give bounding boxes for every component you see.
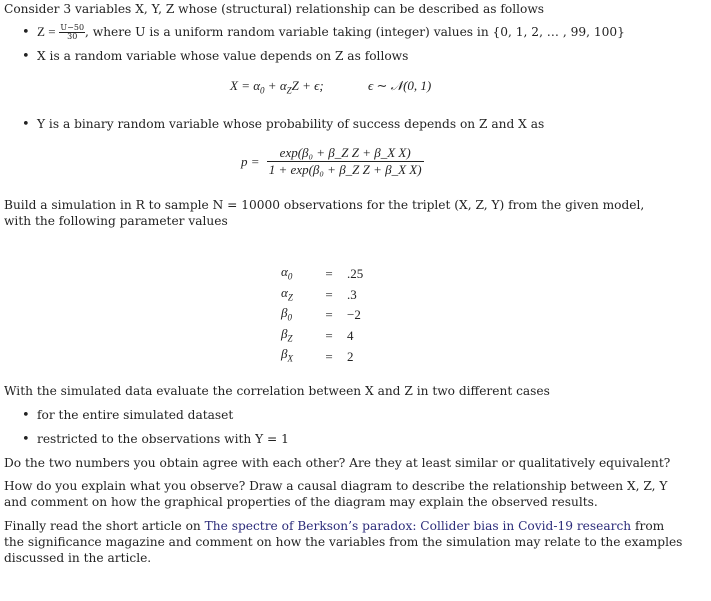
parameter-symbol-letter: α xyxy=(281,284,288,300)
case-entire-text: for the entire simulated dataset xyxy=(37,408,234,422)
question-agree xyxy=(4,455,670,471)
z-fraction-numerator: U−50 xyxy=(60,23,85,32)
eq-p-lhs: p = xyxy=(241,153,260,169)
finally-text-pre: Finally read the short article on xyxy=(4,519,205,533)
eq-x-rhs: Z + ϵ; xyxy=(291,78,324,93)
case-entire xyxy=(37,407,233,423)
finally-text-2: the significance magazine and comment on how the variables from the simulation may relate to the examples xyxy=(4,535,683,549)
eq-p-fraction xyxy=(267,145,424,178)
parameter-symbol-letter: β xyxy=(281,325,288,341)
parameter-value: −2 xyxy=(347,307,361,323)
parameter-value: 4 xyxy=(347,328,354,344)
bullet-dot: • xyxy=(22,432,30,447)
evaluate-text: With the simulated data evaluate the correlation between X and Z in two different cases xyxy=(4,384,550,398)
eq-x-sub0: 0 xyxy=(260,85,265,96)
parameter-symbol xyxy=(281,285,311,306)
bullet-dot: • xyxy=(22,408,30,423)
parameter-table-body xyxy=(281,264,387,367)
bullet-x-definition xyxy=(37,48,408,64)
parameter-row xyxy=(281,346,387,367)
intro-text: Consider 3 variables X, Y, Z whose (structural) relationship can be described as follows xyxy=(4,2,545,16)
finally-line2 xyxy=(4,534,682,550)
eq-p-numerator: exp(β₀ + β_Z Z + β_X X) xyxy=(267,145,424,162)
eq-noise-text: ϵ ∼ 𝒩(0, 1) xyxy=(368,78,432,93)
finally-line3 xyxy=(4,550,151,566)
parameter-value: 2 xyxy=(347,348,354,364)
parameter-equals: = xyxy=(325,266,333,282)
equation-x xyxy=(230,78,324,99)
parameter-symbol-subscript: 0 xyxy=(287,271,293,282)
parameter-symbol-letter: β xyxy=(281,346,288,362)
finally-text-3: discussed in the article. xyxy=(4,551,152,565)
eq-p-denominator: 1 + exp(β₀ + β_Z Z + β_X X) xyxy=(268,162,422,177)
parameter-row xyxy=(281,285,387,306)
finally-text-post: from xyxy=(631,519,665,533)
question-explain-text-1: How do you explain what you observe? Draw a causal diagram to describe the relationship between X, Z, Y xyxy=(4,479,668,493)
parameter-equals: = xyxy=(325,307,333,323)
eq-x-subz: Z xyxy=(286,85,292,96)
parameter-symbol xyxy=(281,346,311,367)
build-paragraph-line1 xyxy=(4,197,644,213)
parameter-table xyxy=(281,264,387,367)
parameter-symbol-subscript: X xyxy=(287,353,293,364)
parameter-equals: = xyxy=(325,348,333,364)
parameter-symbol-subscript: Z xyxy=(287,333,293,344)
parameter-symbol-letter: α xyxy=(281,264,288,279)
article-link[interactable]: The spectre of Berkson’s paradox: Collider bias in Covid-19 research xyxy=(204,519,632,533)
parameter-value: .3 xyxy=(347,286,357,302)
question-explain-line1 xyxy=(4,478,667,494)
parameter-symbol xyxy=(281,305,311,326)
y-description: Y is a binary random variable whose probability of success depends on Z and X as xyxy=(37,117,545,131)
case-restricted-text: restricted to the observations with Y = 1 xyxy=(37,432,289,446)
bullet-dot: • xyxy=(22,49,30,64)
evaluate-paragraph xyxy=(4,383,550,399)
case-restricted xyxy=(37,431,289,447)
equation-noise xyxy=(368,78,431,94)
parameter-symbol-letter: β xyxy=(281,305,288,321)
parameter-row xyxy=(281,264,387,285)
bullet-dot: • xyxy=(22,117,30,132)
build-paragraph-line2 xyxy=(4,213,228,229)
parameter-symbol xyxy=(281,264,311,285)
z-description: , where U is a uniform random variable taking (integer) values in {0, 1, 2, … , 99, 100} xyxy=(85,25,625,39)
parameter-symbol-subscript: 0 xyxy=(287,312,292,323)
question-explain-text-2: and comment on how the graphical properties of the diagram may explain the observed results. xyxy=(4,495,598,509)
parameter-row xyxy=(281,326,387,347)
parameter-symbol xyxy=(281,326,311,347)
equation-p xyxy=(241,145,424,178)
parameter-equals: = xyxy=(325,286,333,302)
finally-line1 xyxy=(4,518,664,534)
parameter-value: .25 xyxy=(347,266,364,282)
parameter-equals: = xyxy=(325,328,333,344)
eq-x-mid: + α xyxy=(264,78,287,93)
bullet-z-definition xyxy=(37,24,625,41)
intro-paragraph xyxy=(4,1,544,17)
z-fraction-denominator: 30 xyxy=(67,32,78,41)
z-lhs: Z = xyxy=(37,24,56,39)
question-explain-line2 xyxy=(4,494,598,510)
x-description: X is a random variable whose value depends on Z as follows xyxy=(37,49,409,63)
bullet-y-definition xyxy=(37,116,544,132)
eq-x-lhs: X = α xyxy=(230,78,261,93)
parameter-symbol-subscript: Z xyxy=(287,292,293,303)
z-fraction xyxy=(59,24,85,41)
parameter-row xyxy=(281,305,387,326)
build-text-2: with the following parameter values xyxy=(4,214,228,228)
bullet-dot: • xyxy=(22,25,30,40)
build-text-1: Build a simulation in R to sample N = 10000 observations for the triplet (X, Z, Y) from the given model, xyxy=(4,198,645,212)
question-agree-text: Do the two numbers you obtain agree with each other? Are they at least similar or qualitatively equivalent? xyxy=(4,456,671,470)
